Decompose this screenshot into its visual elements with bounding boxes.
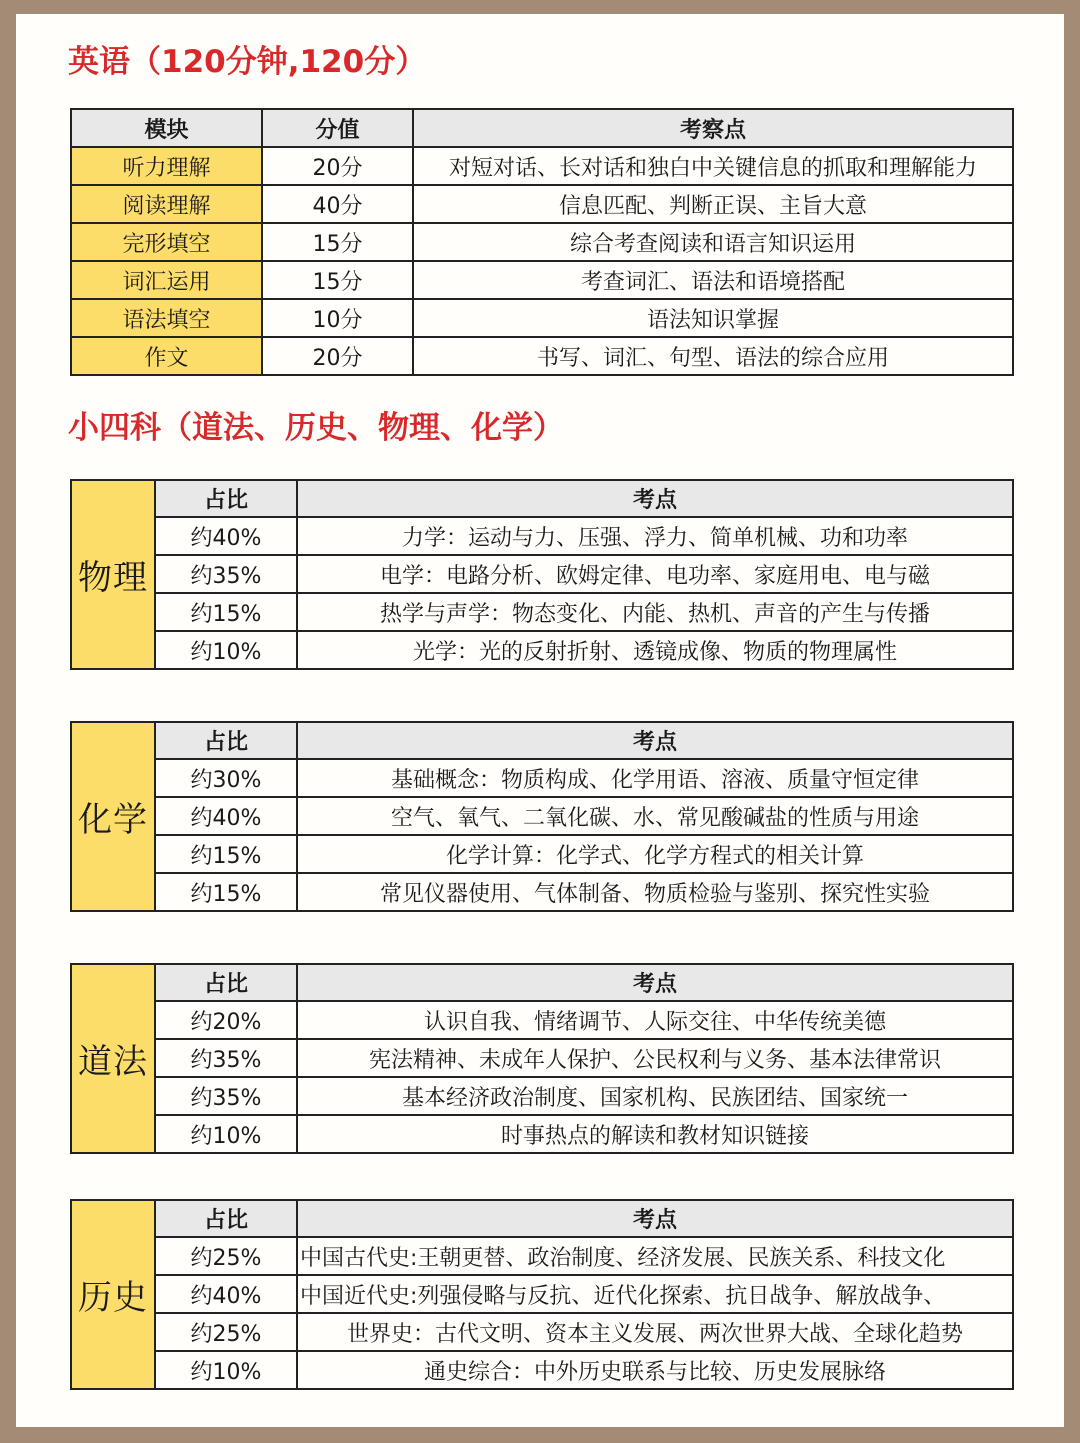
english-section-title: 英语（120分钟,120分）	[68, 44, 427, 80]
chemistry-table	[70, 721, 1014, 912]
focus-cell: 对短对话、长对话和独白中关键信息的抓取和理解能力	[413, 147, 1013, 185]
table-row	[71, 1275, 1013, 1313]
module-cell: 完形填空	[71, 223, 262, 261]
history-table	[70, 1199, 1014, 1390]
ratio-cell: 约30%	[155, 759, 297, 797]
score-cell: 40分	[262, 185, 413, 223]
points-cell: 世界史：古代文明、资本主义发展、两次世界大战、全球化趋势	[297, 1313, 1013, 1351]
points-cell: 力学：运动与力、压强、浮力、简单机械、功和功率	[297, 517, 1013, 555]
table-row	[71, 1313, 1013, 1351]
table-header-row	[71, 722, 1013, 759]
morality-law-table	[70, 963, 1014, 1154]
points-cell: 时事热点的解读和教材知识链接	[297, 1115, 1013, 1153]
points-cell: 热学与声学：物态变化、内能、热机、声音的产生与传播	[297, 593, 1013, 631]
module-cell: 作文	[71, 337, 262, 375]
module-cell: 阅读理解	[71, 185, 262, 223]
table-row	[71, 873, 1013, 911]
table-row	[71, 223, 1013, 261]
subject-label: 历史	[71, 1200, 155, 1389]
ratio-cell: 约10%	[155, 1115, 297, 1153]
points-cell: 中国古代史:王朝更替、政治制度、经济发展、民族关系、科技文化	[297, 1237, 1013, 1275]
header-ratio: 占比	[155, 722, 297, 759]
table-row	[71, 1115, 1013, 1153]
ratio-cell: 约40%	[155, 797, 297, 835]
focus-cell: 信息匹配、判断正误、主旨大意	[413, 185, 1013, 223]
ratio-cell: 约15%	[155, 835, 297, 873]
header-ratio: 占比	[155, 1200, 297, 1237]
module-cell: 听力理解	[71, 147, 262, 185]
ratio-cell: 约10%	[155, 1351, 297, 1389]
ratio-cell: 约25%	[155, 1313, 297, 1351]
score-cell: 20分	[262, 337, 413, 375]
focus-cell: 考查词汇、语法和语境搭配	[413, 261, 1013, 299]
subject-label: 化学	[71, 722, 155, 911]
ratio-cell: 约35%	[155, 555, 297, 593]
focus-cell: 综合考查阅读和语言知识运用	[413, 223, 1013, 261]
table-row	[71, 835, 1013, 873]
points-cell: 宪法精神、未成年人保护、公民权利与义务、基本法律常识	[297, 1039, 1013, 1077]
header-focus: 考察点	[413, 109, 1013, 147]
header-score: 分值	[262, 109, 413, 147]
ratio-cell: 约15%	[155, 593, 297, 631]
ratio-cell: 约40%	[155, 1275, 297, 1313]
table-row	[71, 147, 1013, 185]
module-cell: 词汇运用	[71, 261, 262, 299]
points-cell: 光学：光的反射折射、透镜成像、物质的物理属性	[297, 631, 1013, 669]
score-cell: 15分	[262, 261, 413, 299]
table-row	[71, 1001, 1013, 1039]
table-row	[71, 631, 1013, 669]
table-row	[71, 1039, 1013, 1077]
focus-cell: 语法知识掌握	[413, 299, 1013, 337]
header-module: 模块	[71, 109, 262, 147]
table-row	[71, 759, 1013, 797]
content-card	[16, 14, 1064, 1427]
module-cell: 语法填空	[71, 299, 262, 337]
table-header-row	[71, 1200, 1013, 1237]
score-cell: 20分	[262, 147, 413, 185]
score-cell: 10分	[262, 299, 413, 337]
score-cell: 15分	[262, 223, 413, 261]
points-cell: 基本经济政治制度、国家机构、民族团结、国家统一	[297, 1077, 1013, 1115]
subject-label: 物理	[71, 480, 155, 669]
ratio-cell: 约20%	[155, 1001, 297, 1039]
table-row	[71, 299, 1013, 337]
ratio-cell: 约40%	[155, 517, 297, 555]
physics-table	[70, 479, 1014, 670]
header-points: 考点	[297, 722, 1013, 759]
table-header-row	[71, 480, 1013, 517]
table-header-row	[71, 964, 1013, 1001]
table-row	[71, 593, 1013, 631]
ratio-cell: 约25%	[155, 1237, 297, 1275]
table-row	[71, 555, 1013, 593]
points-cell: 通史综合：中外历史联系与比较、历史发展脉络	[297, 1351, 1013, 1389]
points-cell: 认识自我、情绪调节、人际交往、中华传统美德	[297, 1001, 1013, 1039]
small-four-section-title: 小四科（道法、历史、物理、化学）	[68, 410, 564, 446]
header-ratio: 占比	[155, 480, 297, 517]
points-cell: 化学计算：化学式、化学方程式的相关计算	[297, 835, 1013, 873]
header-points: 考点	[297, 480, 1013, 517]
table-row	[71, 1351, 1013, 1389]
points-cell: 电学：电路分析、欧姆定律、电功率、家庭用电、电与磁	[297, 555, 1013, 593]
table-row	[71, 797, 1013, 835]
english-table	[70, 108, 1014, 376]
focus-cell: 书写、词汇、句型、语法的综合应用	[413, 337, 1013, 375]
table-header-row	[71, 109, 1013, 147]
header-points: 考点	[297, 1200, 1013, 1237]
table-row	[71, 261, 1013, 299]
header-points: 考点	[297, 964, 1013, 1001]
points-cell: 常见仪器使用、气体制备、物质检验与鉴别、探究性实验	[297, 873, 1013, 911]
ratio-cell: 约35%	[155, 1077, 297, 1115]
ratio-cell: 约10%	[155, 631, 297, 669]
ratio-cell: 约15%	[155, 873, 297, 911]
points-cell: 中国近代史:列强侵略与反抗、近代化探索、抗日战争、解放战争、	[297, 1275, 1013, 1313]
points-cell: 基础概念：物质构成、化学用语、溶液、质量守恒定律	[297, 759, 1013, 797]
header-ratio: 占比	[155, 964, 297, 1001]
table-row	[71, 517, 1013, 555]
subject-label: 道法	[71, 964, 155, 1153]
table-row	[71, 1237, 1013, 1275]
points-cell: 空气、氧气、二氧化碳、水、常见酸碱盐的性质与用途	[297, 797, 1013, 835]
ratio-cell: 约35%	[155, 1039, 297, 1077]
table-row	[71, 185, 1013, 223]
table-row	[71, 1077, 1013, 1115]
table-row	[71, 337, 1013, 375]
